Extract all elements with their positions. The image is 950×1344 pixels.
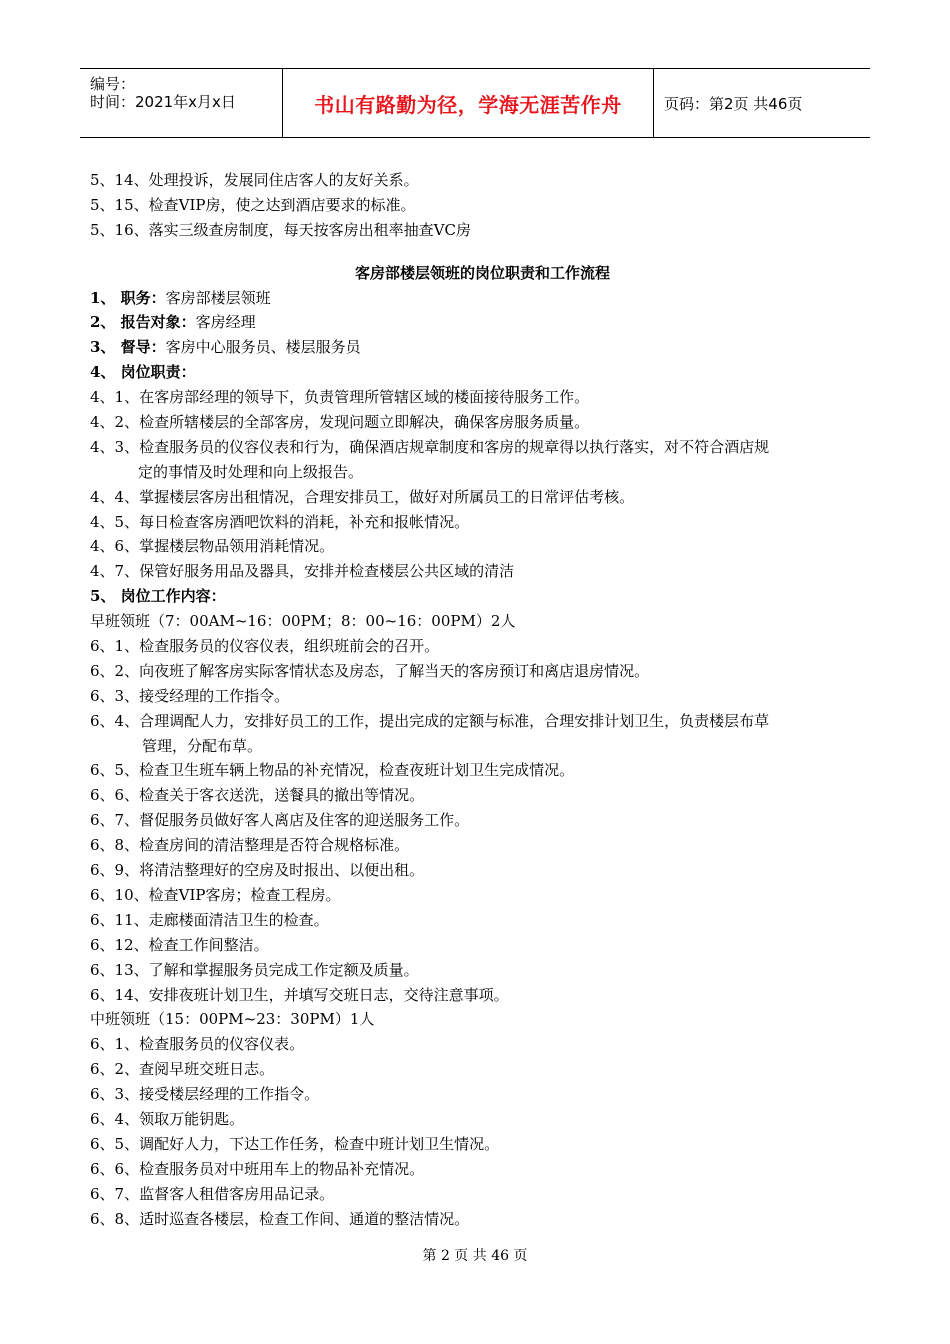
item-value: 客房经理 <box>195 313 256 332</box>
middle-task: 6、7、监督客人租借客房用品记录。 <box>90 1184 335 1203</box>
header-page-cell <box>654 69 870 137</box>
morning-task: 6、2、向夜班了解客房实际客情状态及房态，了解当天的客房预订和离店退房情况。 <box>90 661 650 680</box>
middle-task: 6、3、接受楼层经理的工作指令。 <box>90 1085 320 1104</box>
header-page-info: 页码：第2页 共46页 <box>664 94 803 113</box>
morning-shift-heading: 早班领班（7：00AM~16：00PM；8：00~16：00PM）2人 <box>90 612 516 631</box>
morning-task: 6、11、走廊楼面清洁卫生的检查。 <box>90 910 329 929</box>
header-motto: 书山有路勤为径，学海无涯苦作舟 <box>314 92 622 117</box>
morning-task: 6、13、了解和掌握服务员完成工作定额及质量。 <box>90 960 419 979</box>
item-report-to <box>90 310 865 335</box>
item-label: 3、 督导： <box>90 338 166 357</box>
intro-line: 5、16、落实三级查房制度，每天按客房出租率抽查VC房 <box>90 220 471 239</box>
duty-line: 4、3、检查服务员的仪容仪表和行为，确保酒店规章制度和客房的规章得以执行落实，对不符合酒店规 <box>90 437 770 456</box>
morning-task: 6、7、督促服务员做好客人离店及住客的迎送服务工作。 <box>90 811 470 830</box>
intro-line: 5、15、检查VIP房，使之达到酒店要求的标准。 <box>90 195 416 214</box>
work-content-heading: 5、 岗位工作内容： <box>90 587 226 606</box>
morning-task: 6、3、接受经理的工作指令。 <box>90 686 290 705</box>
item-position <box>90 286 865 311</box>
morning-task: 6、10、检查VIP客房；检查工程房。 <box>90 885 341 904</box>
document-number-label: 编号： <box>90 75 136 93</box>
duty-line: 4、7、保管好服务用品及器具，安排并检查楼层公共区域的清洁 <box>90 562 515 581</box>
middle-task: 6、2、查阅早班交班日志。 <box>90 1060 275 1079</box>
page-header <box>80 68 870 138</box>
duty-line: 4、5、每日检查客房酒吧饮料的消耗，补充和报帐情况。 <box>90 512 470 531</box>
duty-line-continued: 定的事情及时处理和向上级报告。 <box>138 462 364 481</box>
duty-line: 4、2、检查所辖楼层的全部客房，发现问题立即解决，确保客房服务质量。 <box>90 413 590 432</box>
morning-task-continued: 管理，分配布草。 <box>142 736 263 755</box>
middle-task: 6、1、检查服务员的仪容仪表。 <box>90 1035 305 1054</box>
item-label: 2、 报告对象： <box>90 313 196 332</box>
morning-task: 6、14、安排夜班计划卫生，并填写交班日志，交待注意事项。 <box>90 985 509 1004</box>
middle-shift-heading: 中班领班（15：00PM~23：30PM）1人 <box>90 1010 375 1029</box>
middle-task: 6、4、领取万能钥匙。 <box>90 1109 245 1128</box>
header-motto-cell <box>282 69 654 137</box>
morning-task: 6、9、将清洁整理好的空房及时报出、以便出租。 <box>90 861 425 880</box>
middle-task: 6、6、检查服务员对中班用车上的物品补充情况。 <box>90 1159 425 1178</box>
item-value: 客房中心服务员、楼层服务员 <box>165 338 361 357</box>
document-body <box>90 168 865 1231</box>
morning-task: 6、6、检查关于客衣送洗，送餐具的撤出等情况。 <box>90 786 425 805</box>
item-supervise <box>90 335 865 360</box>
morning-task: 6、1、检查服务员的仪容仪表，组织班前会的召开。 <box>90 637 440 656</box>
morning-task: 6、5、检查卫生班车辆上物品的补充情况，检查夜班计划卫生完成情况。 <box>90 761 575 780</box>
item-value: 客房部楼层领班 <box>165 288 271 307</box>
item-duties-heading: 4、 岗位职责： <box>90 363 196 382</box>
intro-line: 5、14、处理投诉，发展同住店客人的友好关系。 <box>90 171 419 189</box>
morning-task: 6、4、合理调配人力，安排好员工的工作，提出完成的定额与标准，合理安排计划卫生，负责楼层布草 <box>90 711 770 730</box>
spacer <box>90 243 865 261</box>
morning-task: 6、8、检查房间的清洁整理是否符合规格标准。 <box>90 836 410 855</box>
page-footer: 第 2 页 共 46 页 <box>422 1248 528 1264</box>
header-info-cell <box>80 69 282 137</box>
middle-task: 6、5、调配好人力，下达工作任务，检查中班计划卫生情况。 <box>90 1134 500 1153</box>
document-date-label: 时间：2021年x月x日 <box>90 93 236 111</box>
duty-line: 4、4、掌握楼层客房出租情况，合理安排员工，做好对所属员工的日常评估考核。 <box>90 487 635 506</box>
middle-task: 6、8、适时巡查各楼层，检查工作间、通道的整洁情况。 <box>90 1209 470 1228</box>
morning-task: 6、12、检查工作间整洁。 <box>90 935 269 954</box>
duty-line: 4、6、掌握楼层物品领用消耗情况。 <box>90 537 335 556</box>
section-title: 客房部楼层领班的岗位职责和工作流程 <box>354 263 610 282</box>
item-label: 1、 职务： <box>90 288 166 307</box>
duty-line: 4、1、在客房部经理的领导下，负责管理所管辖区域的楼面接待服务工作。 <box>90 388 590 407</box>
